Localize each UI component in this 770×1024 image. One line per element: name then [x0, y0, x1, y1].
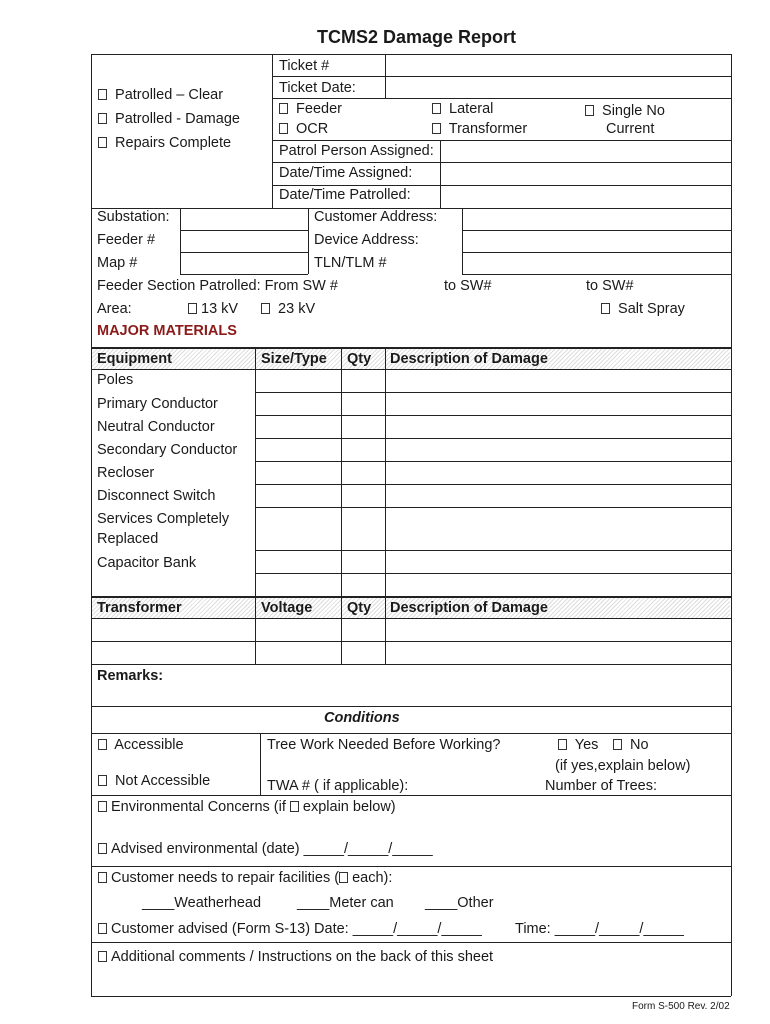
- divider: [91, 733, 731, 734]
- feeder-number-label: Feeder #: [97, 232, 156, 248]
- divider: [462, 230, 731, 231]
- checkbox[interactable]: [585, 105, 594, 116]
- kv23-option[interactable]: [261, 301, 315, 317]
- area-label: Area:: [97, 301, 132, 317]
- checkbox[interactable]: [98, 951, 107, 962]
- col-voltage: Voltage: [261, 600, 313, 616]
- checkbox[interactable]: [432, 103, 441, 114]
- checkbox[interactable]: [98, 872, 107, 883]
- divider: [91, 641, 731, 642]
- divider: [260, 733, 261, 795]
- transformer-option[interactable]: [432, 121, 527, 137]
- divider: [341, 596, 342, 664]
- status-patrolled-clear[interactable]: [98, 87, 223, 103]
- if-yes-note: (if yes,explain below): [555, 758, 691, 774]
- major-materials-heading: MAJOR MATERIALS: [97, 323, 237, 339]
- divider: [272, 185, 731, 186]
- customer-repair-label-2: each):: [352, 870, 393, 886]
- divider: [180, 252, 308, 253]
- option-label: 13 kV: [201, 301, 239, 317]
- status-patrolled-damage[interactable]: [98, 111, 240, 127]
- checkbox[interactable]: [188, 303, 197, 314]
- divider: [255, 415, 731, 416]
- col-qty: Qty: [347, 351, 372, 367]
- device-address-label: Device Address:: [314, 232, 419, 248]
- ticket-date-label: Ticket Date:: [279, 80, 356, 96]
- material-row: Secondary Conductor: [97, 442, 238, 458]
- checkbox[interactable]: [613, 739, 622, 750]
- to-sw-label-2: to SW#: [586, 278, 634, 294]
- checkbox[interactable]: [98, 739, 107, 750]
- customer-advised-label: Customer advised (Form S-13) Date: _____/_____/_____: [111, 921, 482, 937]
- option-label: Patrolled - Damage: [115, 111, 240, 127]
- divider: [385, 347, 386, 597]
- patrol-person-label: Patrol Person Assigned:: [279, 143, 434, 159]
- option-label: Not Accessible: [115, 773, 211, 789]
- divider: [385, 596, 386, 664]
- divider: [180, 274, 308, 275]
- no-option[interactable]: [613, 737, 649, 753]
- yes-option[interactable]: [558, 737, 598, 753]
- checkbox[interactable]: [98, 89, 107, 100]
- other-item: ____Other: [425, 895, 494, 911]
- to-sw-label-1: to SW#: [444, 278, 492, 294]
- checkbox[interactable]: [98, 843, 107, 854]
- material-row: Services Completely: [97, 511, 230, 527]
- ocr-option[interactable]: [279, 121, 328, 137]
- checkbox[interactable]: [98, 113, 107, 124]
- divider: [255, 507, 731, 508]
- option-label: No: [630, 737, 649, 753]
- map-number-label: Map #: [97, 255, 138, 271]
- feeder-section-label: Feeder Section Patrolled: From SW #: [97, 278, 338, 294]
- divider: [255, 438, 731, 439]
- option-label: Single No: [602, 103, 665, 119]
- divider: [91, 866, 731, 867]
- divider: [462, 274, 731, 275]
- divider: [272, 76, 731, 77]
- additional-label: Additional comments / Instructions on the back of this sheet: [111, 949, 494, 965]
- advised-environmental[interactable]: [98, 841, 433, 857]
- checkbox[interactable]: [601, 303, 610, 314]
- customer-advised[interactable]: [98, 921, 482, 937]
- col-description: Description of Damage: [390, 351, 548, 367]
- col-size-type: Size/Type: [261, 351, 327, 367]
- twa-label: TWA # ( if applicable):: [267, 778, 409, 794]
- env-label-2: explain below): [302, 799, 396, 815]
- checkbox[interactable]: [98, 775, 107, 786]
- checkbox[interactable]: [98, 137, 107, 148]
- material-row: Replaced: [97, 531, 159, 547]
- option-label: Transformer: [448, 121, 528, 137]
- checkbox[interactable]: [279, 103, 288, 114]
- substation-label: Substation:: [97, 209, 170, 225]
- checkbox[interactable]: [98, 923, 107, 934]
- tln-label: TLN/TLM #: [314, 255, 387, 271]
- divider: [440, 140, 441, 208]
- divider: [91, 706, 731, 707]
- divider: [91, 795, 731, 796]
- accessible-option[interactable]: [98, 737, 184, 753]
- divider: [272, 140, 731, 141]
- time-field: Time: _____/_____/_____: [515, 921, 684, 937]
- divider: [255, 573, 731, 574]
- tree-work-label: Tree Work Needed Before Working?: [267, 737, 501, 753]
- salt-spray-option[interactable]: [601, 301, 685, 317]
- checkbox[interactable]: [98, 801, 107, 812]
- material-row: Neutral Conductor: [97, 419, 215, 435]
- page-title: TCMS2 Damage Report: [317, 27, 517, 47]
- divider: [255, 392, 731, 393]
- kv13-option[interactable]: [188, 301, 238, 317]
- option-label: Accessible: [114, 737, 184, 753]
- option-label: Yes: [574, 737, 599, 753]
- col-transformer: Transformer: [97, 600, 182, 616]
- customer-address-label: Customer Address:: [314, 209, 438, 225]
- meter-can-item: ____Meter can: [297, 895, 394, 911]
- option-label: Feeder: [296, 101, 342, 117]
- divider: [462, 208, 463, 274]
- lateral-option[interactable]: [432, 101, 493, 117]
- material-row: Disconnect Switch: [97, 488, 216, 504]
- divider: [272, 98, 731, 99]
- divider: [91, 664, 731, 665]
- option-label: 23 kV: [278, 301, 316, 317]
- checkbox[interactable]: [290, 801, 299, 812]
- material-row: Capacitor Bank: [97, 555, 197, 571]
- divider: [255, 596, 256, 664]
- divider: [272, 162, 731, 163]
- form-number: Form S-500 Rev. 2/02: [632, 1001, 730, 1012]
- divider: [255, 550, 731, 551]
- option-label: Salt Spray: [618, 301, 685, 317]
- col-equipment: Equipment: [97, 351, 172, 367]
- status-repairs-complete[interactable]: [98, 135, 231, 151]
- not-accessible-option[interactable]: [98, 773, 210, 789]
- material-row: Recloser: [97, 465, 155, 481]
- divider: [91, 369, 731, 370]
- datetime-assigned-label: Date/Time Assigned:: [279, 165, 413, 181]
- single-no-current-option[interactable]: [585, 103, 665, 119]
- divider: [91, 618, 731, 619]
- remarks-label: Remarks:: [97, 668, 164, 684]
- col-qty: Qty: [347, 600, 372, 616]
- num-trees-label: Number of Trees:: [545, 778, 658, 794]
- checkbox[interactable]: [339, 872, 348, 883]
- material-row: Primary Conductor: [97, 396, 218, 412]
- weatherhead-item: ____Weatherhead: [142, 895, 262, 911]
- divider: [255, 484, 731, 485]
- datetime-patrolled-label: Date/Time Patrolled:: [279, 187, 411, 203]
- divider: [462, 252, 731, 253]
- divider: [91, 942, 731, 943]
- frame-top: [91, 54, 731, 55]
- material-row: Poles: [97, 372, 134, 388]
- frame-left: [91, 54, 92, 996]
- customer-repair-label-1: Customer needs to repair facilities (: [111, 870, 340, 886]
- col-description: Description of Damage: [390, 600, 548, 616]
- divider: [308, 208, 309, 274]
- frame-bottom: [91, 996, 731, 997]
- checkbox[interactable]: [261, 303, 270, 314]
- customer-repair[interactable]: [98, 870, 392, 886]
- option-label: Lateral: [449, 101, 494, 117]
- ticket-number-label: Ticket #: [279, 58, 330, 74]
- divider: [180, 230, 308, 231]
- env-label-1: Environmental Concerns (if: [111, 799, 286, 815]
- option-label: Repairs Complete: [115, 135, 232, 151]
- checkbox[interactable]: [432, 123, 441, 134]
- divider: [255, 347, 256, 597]
- option-label: Patrolled – Clear: [115, 87, 224, 103]
- checkbox[interactable]: [279, 123, 288, 134]
- divider: [180, 208, 181, 274]
- frame-right: [731, 54, 732, 996]
- option-label: OCR: [296, 121, 329, 137]
- divider: [341, 347, 342, 597]
- conditions-heading: Conditions: [324, 710, 400, 726]
- additional-comments[interactable]: [98, 949, 493, 965]
- divider: [255, 461, 731, 462]
- feeder-option[interactable]: [279, 101, 342, 117]
- environmental-concerns[interactable]: [98, 799, 396, 815]
- advised-env-label: Advised environmental (date) _____/_____/_____: [111, 841, 433, 857]
- single-no-current-label-2: Current: [606, 121, 655, 137]
- checkbox[interactable]: [558, 739, 567, 750]
